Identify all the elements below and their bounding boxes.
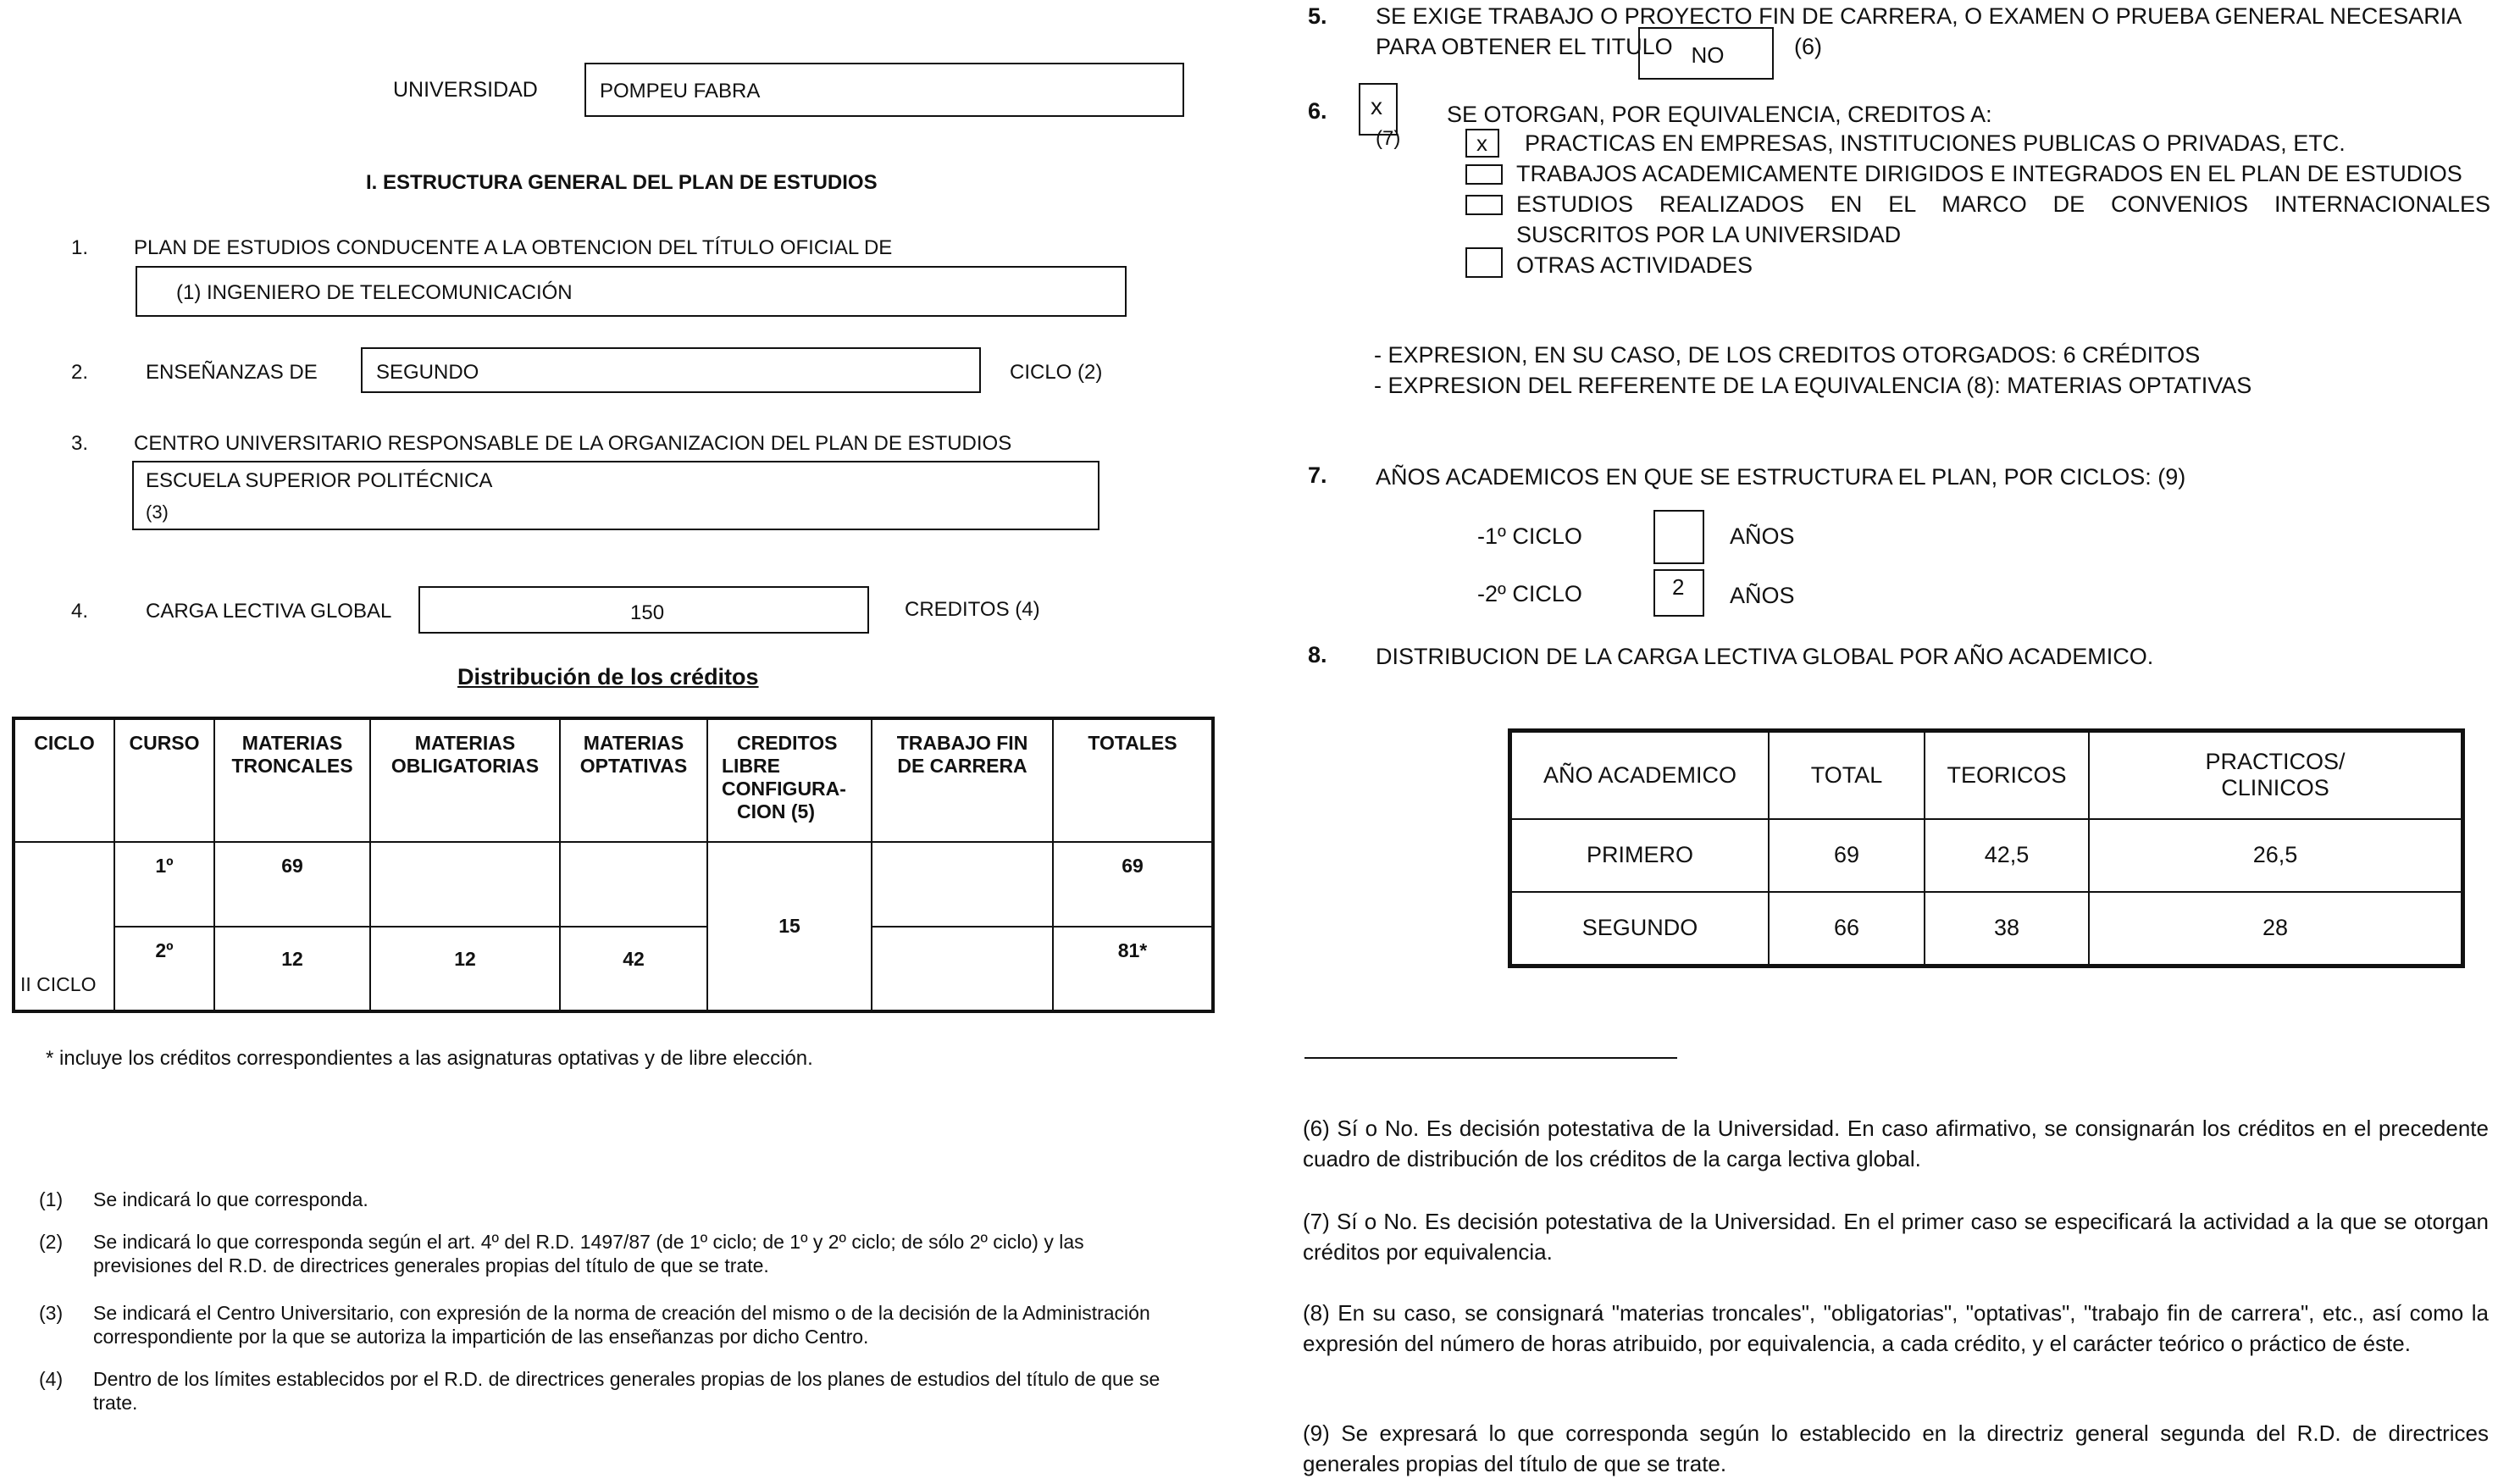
header-totales: TOTALES bbox=[1053, 718, 1213, 842]
item6-note: (7) bbox=[1376, 127, 1401, 150]
header-optativas-1: MATERIAS bbox=[583, 732, 684, 754]
header-obligatorias-1: MATERIAS bbox=[414, 732, 516, 754]
total-2: 66 bbox=[1769, 892, 1925, 966]
anio-1: PRIMERO bbox=[1510, 819, 1770, 892]
option-trabajos-checkbox[interactable] bbox=[1465, 164, 1503, 185]
header-trabajo bbox=[872, 718, 1053, 842]
universidad-value: POMPEU FABRA bbox=[600, 80, 761, 102]
item3-value-line2: (3) bbox=[146, 501, 169, 523]
ciclo-cell bbox=[14, 842, 114, 1011]
item4-suffix: CREDITOS (4) bbox=[905, 598, 1040, 621]
option-trabajos-label: TRABAJOS ACADEMICAMENTE DIRIGIDOS E INTEGRADOS EN EL PLAN DE ESTUDIOS bbox=[1516, 161, 2462, 186]
header-libre-1: CREDITOS bbox=[737, 732, 838, 754]
header-optativas-2: OPTATIVAS bbox=[579, 755, 688, 777]
ciclo1-label: -1º CICLO bbox=[1477, 523, 1582, 549]
item5-note: (6) bbox=[1794, 34, 1822, 59]
expresion-referente: - EXPRESION DEL REFERENTE DE LA EQUIVALENCIA (8): MATERIAS OPTATIVAS bbox=[1374, 373, 2252, 398]
footnote-left-1: Se indicará lo que corresponda. bbox=[93, 1188, 368, 1210]
header-obligatorias bbox=[370, 718, 560, 842]
footnote-left-2: Se indicará lo que corresponda según el art. 4º del R.D. 1497/87 (de 1º ciclo; de 1º y 2º ciclo; de sólo 2º ciclo) y las previsiones del R.D. de directrices generales propias del título de que se trate. bbox=[93, 1231, 1084, 1276]
item1-value: (1) INGENIERO DE TELECOMUNICACIÓN bbox=[176, 281, 573, 304]
item5-value: NO bbox=[1691, 42, 1725, 68]
practicos-1: 26,5 bbox=[2089, 819, 2463, 892]
distribucion-note: * incluye los créditos correspondientes a las asignaturas optativas y de libre elección. bbox=[46, 1047, 813, 1070]
option-practicas-checkbox[interactable] bbox=[1465, 129, 1499, 158]
header-libre-3: CONFIGURA- bbox=[722, 778, 846, 800]
table-row bbox=[1510, 892, 2463, 966]
section-title: I. ESTRUCTURA GENERAL DEL PLAN DE ESTUDIOS bbox=[366, 171, 878, 194]
table-row bbox=[1510, 819, 2463, 892]
header-anio: AÑO ACADEMICO bbox=[1510, 731, 1770, 819]
universidad-label: UNIVERSIDAD bbox=[393, 78, 538, 102]
ciclo1-unit: AÑOS bbox=[1730, 523, 1795, 549]
footnote-right-9: (9) Se expresará lo que corresponda según lo establecido en la directriz general segunda del R.D. de directrices generales propias del título de que se trate. bbox=[1303, 1420, 2489, 1476]
ciclo2-value: 2 bbox=[1672, 574, 1685, 600]
footnote-left-4: Dentro de los límites establecidos por el R.D. de directrices generales propias de los planes de estudios del título de que se trate. bbox=[93, 1368, 1160, 1414]
header-practicos-2: CLINICOS bbox=[2221, 775, 2329, 801]
item4-label: CARGA LECTIVA GLOBAL bbox=[146, 600, 392, 623]
distribucion-title: Distribución de los créditos bbox=[457, 664, 759, 689]
ciclo1-field[interactable] bbox=[1653, 510, 1704, 564]
total-1: 69 bbox=[1769, 819, 1925, 892]
practicos-2: 28 bbox=[2089, 892, 2463, 966]
item2-label: ENSEÑANZAS DE bbox=[146, 361, 318, 384]
footnote-left-3-num: (3) bbox=[39, 1302, 64, 1324]
item3-value-line1: ESCUELA SUPERIOR POLITÉCNICA bbox=[146, 469, 493, 492]
optativas-1 bbox=[560, 842, 707, 927]
anio-2: SEGUNDO bbox=[1510, 892, 1770, 966]
item2-number: 2. bbox=[71, 361, 89, 384]
trabajo-2 bbox=[872, 927, 1053, 1011]
option-practicas-label: PRACTICAS EN EMPRESAS, INSTITUCIONES PUBLICAS O PRIVADAS, ETC. bbox=[1525, 130, 2346, 156]
item4-value: 150 bbox=[630, 601, 665, 624]
troncales-1: 69 bbox=[214, 842, 370, 927]
option-estudios-checkbox[interactable] bbox=[1465, 195, 1503, 215]
item2-value: SEGUNDO bbox=[376, 361, 479, 384]
item7-label: AÑOS ACADEMICOS EN QUE SE ESTRUCTURA EL PLAN, POR CICLOS: (9) bbox=[1376, 464, 2186, 490]
expresion-creditos: - EXPRESION, EN SU CASO, DE LOS CREDITOS OTORGADOS: 6 CRÉDITOS bbox=[1374, 342, 2201, 368]
item1-field bbox=[136, 266, 1127, 317]
obligatorias-1 bbox=[370, 842, 560, 927]
item6-check-mark: x bbox=[1371, 93, 1382, 119]
header-practicos bbox=[2089, 731, 2463, 819]
item3-label: CENTRO UNIVERSITARIO RESPONSABLE DE LA ORGANIZACION DEL PLAN DE ESTUDIOS bbox=[134, 432, 1012, 455]
header-libre-4: CION (5) bbox=[737, 800, 815, 822]
distribucion-table bbox=[12, 717, 1215, 1013]
item5-line2: PARA OBTENER EL TITULO bbox=[1376, 34, 1673, 59]
footnote-left-4-num: (4) bbox=[39, 1368, 64, 1390]
header-total: TOTAL bbox=[1769, 731, 1925, 819]
ciclo-value: II CICLO bbox=[20, 973, 97, 995]
item2-suffix: CICLO (2) bbox=[1010, 361, 1103, 384]
header-obligatorias-2: OBLIGATORIAS bbox=[390, 755, 540, 777]
footnote-separator bbox=[1304, 1057, 1677, 1059]
item6-number: 6. bbox=[1308, 98, 1327, 124]
anio-academico-table bbox=[1508, 728, 2465, 968]
teoricos-1: 42,5 bbox=[1925, 819, 2089, 892]
header-troncales-2: TRONCALES bbox=[231, 755, 353, 777]
header-libre-2: LIBRE bbox=[722, 755, 780, 777]
option-practicas-mark: x bbox=[1476, 130, 1487, 156]
footnote-left-2-num: (2) bbox=[39, 1231, 64, 1253]
item8-number: 8. bbox=[1308, 642, 1327, 667]
footnote-right-6: (6) Sí o No. Es decisión potestativa de la Universidad. En caso afirmativo, se consignarán los créditos en el precedente cuadro de distribución de los créditos de la carga lectiva global. bbox=[1303, 1116, 2489, 1171]
item2-field bbox=[361, 347, 981, 393]
header-curso: CURSO bbox=[114, 718, 214, 842]
option-estudios-label: ESTUDIOS REALIZADOS EN EL MARCO DE CONVENIOS INTERNACIONALES bbox=[1516, 191, 2490, 217]
universidad-field bbox=[584, 63, 1184, 117]
ciclo2-label: -2º CICLO bbox=[1477, 581, 1582, 606]
table-row bbox=[14, 842, 1213, 927]
header-libre bbox=[707, 718, 872, 842]
footnote-left-3: Se indicará el Centro Universitario, con expresión de la norma de creación del mismo o de la decisión de la Administración correspondiente por la que se autoriza la impartición de las enseñanzas por dicho Centro. bbox=[93, 1302, 1150, 1348]
item6-label: SE OTORGAN, POR EQUIVALENCIA, CREDITOS A: bbox=[1447, 102, 1992, 127]
header-troncales-1: MATERIAS bbox=[241, 732, 343, 754]
trabajo-1 bbox=[872, 842, 1053, 927]
header-trabajo-1: TRABAJO FIN bbox=[896, 732, 1028, 754]
item1-number: 1. bbox=[71, 236, 89, 259]
header-ciclo: CICLO bbox=[14, 718, 114, 842]
table-row bbox=[14, 927, 1213, 1011]
libre-cell bbox=[707, 842, 872, 1011]
teoricos-2: 38 bbox=[1925, 892, 2089, 966]
totales-2: 81* bbox=[1053, 927, 1213, 1011]
ciclo2-unit: AÑOS bbox=[1730, 583, 1795, 608]
option-otras-checkbox[interactable] bbox=[1465, 247, 1503, 278]
curso-2: 2º bbox=[114, 927, 214, 1011]
item7-number: 7. bbox=[1308, 462, 1327, 488]
troncales-2: 12 bbox=[214, 927, 370, 1011]
ciclo2-field[interactable] bbox=[1653, 569, 1704, 617]
item3-field bbox=[132, 461, 1099, 530]
obligatorias-2: 12 bbox=[370, 927, 560, 1011]
header-teoricos: TEORICOS bbox=[1925, 731, 2089, 819]
item8-label: DISTRIBUCION DE LA CARGA LECTIVA GLOBAL POR AÑO ACADEMICO. bbox=[1376, 644, 2154, 669]
item5-line1: SE EXIGE TRABAJO O PROYECTO FIN DE CARRERA, O EXAMEN O PRUEBA GENERAL NECESARIA bbox=[1376, 3, 2462, 29]
header-trabajo-2: DE CARRERA bbox=[897, 755, 1027, 777]
item5-number: 5. bbox=[1308, 3, 1327, 29]
footnote-left-1-num: (1) bbox=[39, 1188, 64, 1210]
optativas-2: 42 bbox=[560, 927, 707, 1011]
footnote-right-7: (7) Sí o No. Es decisión potestativa de la Universidad. En el primer caso se especificará la actividad a la que se otorgan créditos por equivalencia. bbox=[1303, 1209, 2489, 1265]
item3-number: 3. bbox=[71, 432, 89, 455]
item4-number: 4. bbox=[71, 600, 89, 623]
item4-field bbox=[418, 586, 869, 634]
option-otras-label: OTRAS ACTIVIDADES bbox=[1516, 252, 1753, 278]
item5-field bbox=[1638, 27, 1774, 80]
option-estudios-label-2: SUSCRITOS POR LA UNIVERSIDAD bbox=[1516, 222, 1902, 247]
header-optativas bbox=[560, 718, 707, 842]
footnote-right-8: (8) En su caso, se consignará "materias troncales", "obligatorias", "optativas", "trabajo fin de carrera", etc., así como la expresión del número de horas atribuido, por equivalencia, a cada crédito, y el carácter teórico o práctico de éste. bbox=[1303, 1300, 2489, 1356]
curso-1: 1º bbox=[114, 842, 214, 927]
libre-value: 15 bbox=[778, 915, 800, 937]
header-troncales bbox=[214, 718, 370, 842]
header-practicos-1: PRACTICOS/ bbox=[2205, 749, 2346, 775]
item1-label: PLAN DE ESTUDIOS CONDUCENTE A LA OBTENCION DEL TÍTULO OFICIAL DE bbox=[134, 236, 893, 259]
totales-1: 69 bbox=[1053, 842, 1213, 927]
